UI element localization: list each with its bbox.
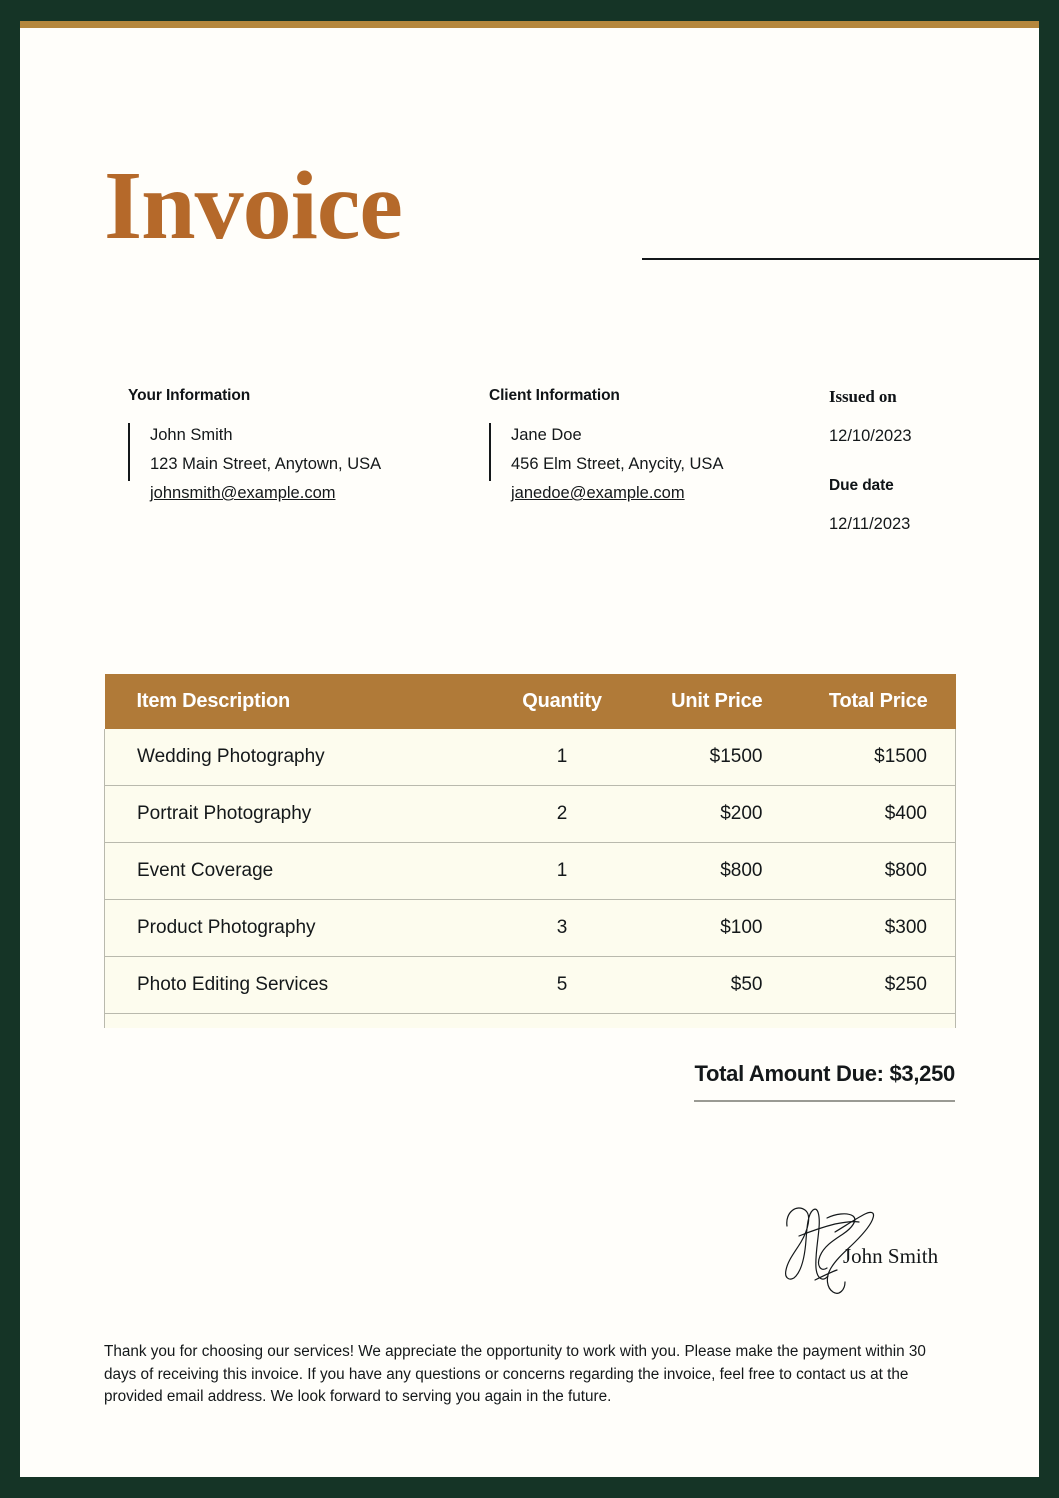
cell-unit-price: $100 [640, 900, 805, 957]
cell-quantity: 2 [485, 786, 640, 843]
client-name: Jane Doe [511, 426, 582, 444]
issued-on-value: 12/10/2023 [829, 427, 912, 445]
dates-block [829, 387, 999, 537]
col-header-description: Item Description [105, 674, 485, 729]
cell-pad [105, 1014, 485, 1029]
cell-unit-price: $1500 [640, 729, 805, 786]
client-info-block [489, 387, 819, 508]
cell-quantity: 3 [485, 900, 640, 957]
sender-info-block [128, 387, 458, 508]
sender-name: John Smith [150, 426, 233, 444]
signature-section [755, 1196, 975, 1316]
items-table-body [105, 729, 956, 1028]
cell-total-price: $400 [805, 786, 956, 843]
footer-note: Thank you for choosing our services! We appreciate the opportunity to work with you. Please make the payment within 30 days of receiving this invoice. If you have any questions or concerns regarding the invoice, feel free to contact us at the provided email address. We look forward to serving you again in the future. [104, 1343, 926, 1405]
dates-spacer [829, 449, 999, 477]
cell-description: Portrait Photography [105, 786, 485, 843]
table-row [105, 786, 956, 843]
table-header-row [105, 674, 956, 729]
total-underline-rule [694, 1100, 955, 1102]
invoice-page [20, 21, 1039, 1477]
total-inner [694, 1061, 955, 1102]
items-table-head [105, 674, 956, 729]
cell-pad [640, 1014, 805, 1029]
issued-on-value-wrap [829, 423, 999, 449]
cell-quantity: 1 [485, 729, 640, 786]
due-date-label: Due date [829, 477, 894, 494]
total-amount-due: Total Amount Due: $3,250 [694, 1061, 955, 1086]
issued-on-label: Issued on [829, 387, 897, 406]
items-table [104, 674, 956, 1028]
cell-total-price: $250 [805, 957, 956, 1014]
items-table-container [104, 674, 955, 1028]
cell-unit-price: $50 [640, 957, 805, 1014]
client-heading: Client Information [489, 387, 620, 404]
title-divider-rule [642, 258, 1039, 260]
table-row [105, 900, 956, 957]
gold-accent-bar [20, 21, 1039, 28]
page-title: Invoice [104, 152, 402, 260]
sender-heading: Your Information [128, 387, 251, 404]
cell-unit-price: $800 [640, 843, 805, 900]
table-row [105, 729, 956, 786]
cell-description: Wedding Photography [105, 729, 485, 786]
cell-description: Product Photography [105, 900, 485, 957]
client-email-link[interactable]: janedoe@example.com [511, 484, 685, 502]
client-address: 456 Elm Street, Anycity, USA [511, 455, 724, 473]
due-date-value-wrap [829, 511, 999, 537]
cell-quantity: 5 [485, 957, 640, 1014]
cell-total-price: $1500 [805, 729, 956, 786]
table-row [105, 957, 956, 1014]
footer-section [104, 1341, 959, 1409]
table-row [105, 843, 956, 900]
cell-total-price: $800 [805, 843, 956, 900]
cell-unit-price: $200 [640, 786, 805, 843]
sender-email-link[interactable]: johnsmith@example.com [150, 484, 336, 502]
invoice-title-row [20, 151, 1039, 281]
cell-pad [485, 1014, 640, 1029]
table-bottom-padding-row [105, 1014, 956, 1029]
signature-name: John Smith [843, 1244, 939, 1268]
col-header-unit-price: Unit Price [640, 674, 805, 729]
cell-description: Photo Editing Services [105, 957, 485, 1014]
col-header-quantity: Quantity [485, 674, 640, 729]
cell-quantity: 1 [485, 843, 640, 900]
col-header-total-price: Total Price [805, 674, 956, 729]
sender-address: 123 Main Street, Anytown, USA [150, 455, 382, 473]
sender-details [128, 421, 458, 508]
due-date-value: 12/11/2023 [829, 515, 911, 533]
client-details [489, 421, 819, 508]
cell-total-price: $300 [805, 900, 956, 957]
cell-pad [805, 1014, 956, 1029]
cell-description: Event Coverage [105, 843, 485, 900]
